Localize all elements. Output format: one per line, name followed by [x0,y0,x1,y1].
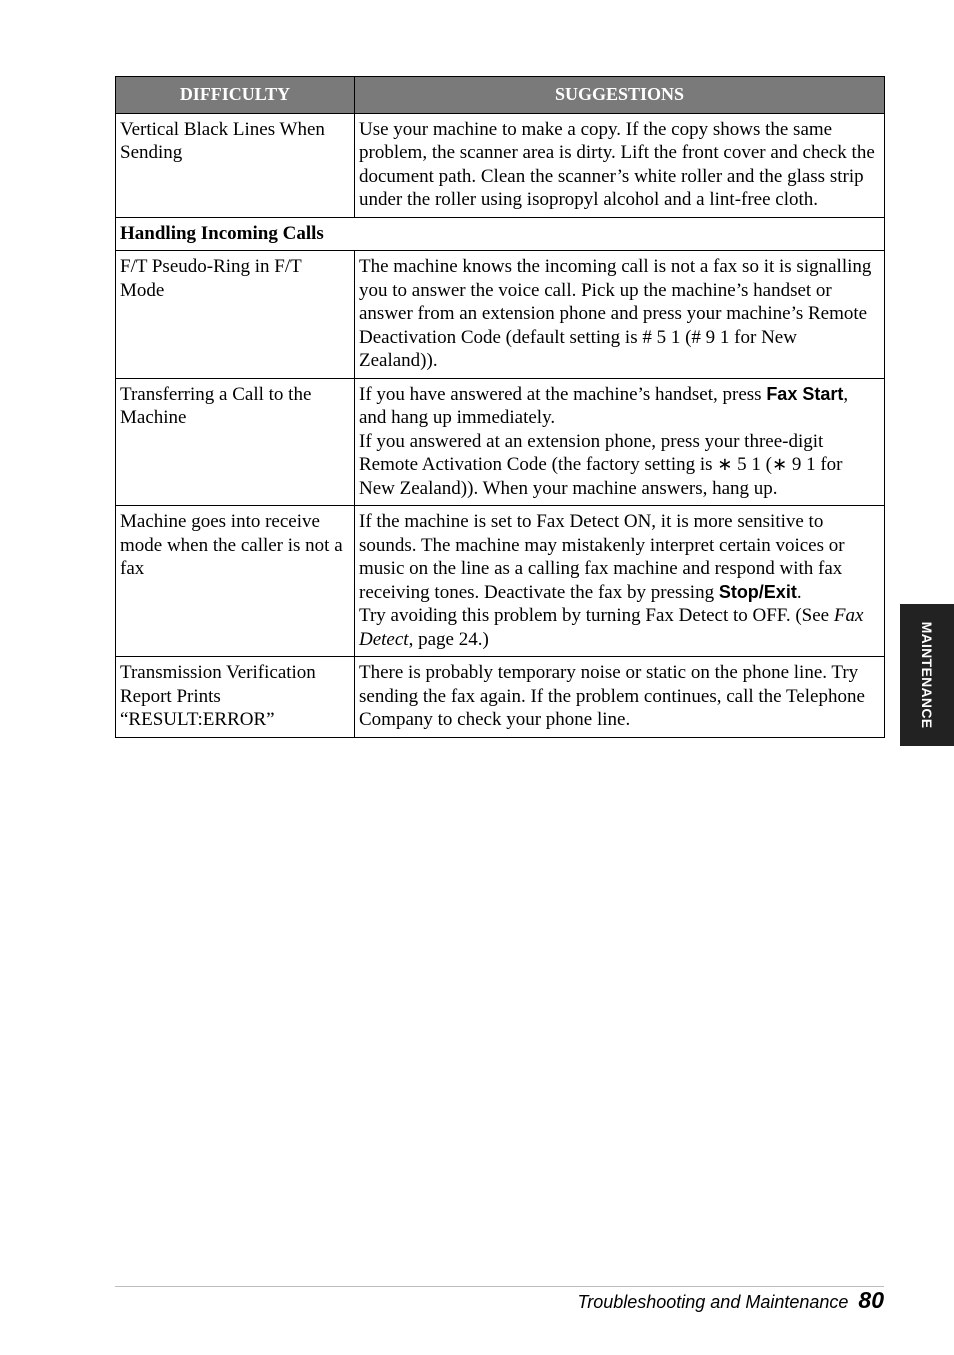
page-footer [578,1287,884,1314]
difficulty-cell: Machine goes into receive mode when the caller is not a fax [116,506,355,657]
table-header-row [116,77,885,114]
table-row [116,378,885,506]
suggestion-cell: There is probably temporary noise or static on the phone line. Try sending the fax again. If the problem continues, call the Telephone Company to check your phone line. [355,657,885,738]
star-icon: ∗ [771,454,788,475]
table-row [116,251,885,379]
star-icon: ∗ [717,454,733,475]
text: If the machine is set to Fax Detect ON, it is more sensitive to sounds. The machine may mistakenly interpret certain voices or music on the line as a calling fax machine and respond with fax receiving tones. Deactivate the fax by pressing [359,511,845,603]
footer-title: Troubleshooting and Maintenance [577,1292,849,1312]
text: 5 1 ( [732,454,772,475]
text: If you answered at an extension phone, press your three-digit Remote Activation Code (the factory setting is [359,430,824,475]
side-tab-label: MAINTENANCE [919,621,935,729]
suggestion-cell [355,378,885,506]
difficulty-cell: Transmission Verification Report Prints “RESULT:ERROR” [116,657,355,738]
section-row [116,217,885,251]
header-suggestions: SUGGESTIONS [355,77,885,114]
difficulty-cell: F/T Pseudo-Ring in F/T Mode [116,251,355,379]
difficulty-cell: Transferring a Call to the Machine [116,378,355,506]
troubleshooting-table [115,76,885,738]
text: Try avoiding this problem by turning Fax Detect to OFF. (See [359,605,834,626]
table-row [116,113,885,217]
stop-exit-key: Stop/Exit [718,581,797,602]
text: , page 24.) [408,628,489,650]
section-side-tab [900,604,954,746]
difficulty-cell: Vertical Black Lines When Sending [116,113,355,217]
table-row [116,506,885,657]
text: If you have answered at the machine’s handset, press [359,383,767,405]
text: 9 1 for New Zealand)). When your machine answers, hang up. [359,454,843,499]
suggestion-cell [355,506,885,657]
fax-start-key: Fax Start [766,383,844,404]
section-heading: Handling Incoming Calls [116,217,885,251]
table-row [116,657,885,738]
suggestion-cell: Use your machine to make a copy. If the copy shows the same problem, the scanner area is dirty. Lift the front cover and check the document path. Clean the scanner’s white roller and the glass strip under the roller using isopropyl alcohol and a lint-free cloth. [355,113,885,217]
suggestion-cell: The machine knows the incoming call is not a fax so it is signalling you to answer the voice call. Pick up the machine’s handset or answer from an extension phone and press your machine’s Remote Deactivation Code (default setting is # 5 1 (# 9 1 for New Zealand)). [355,251,885,379]
header-difficulty: DIFFICULTY [116,77,355,114]
text: , and hang up immediately. [359,383,849,428]
cross-reference: Fax Detect [359,605,864,650]
page-number: 80 [858,1287,884,1313]
text: . [796,581,802,603]
